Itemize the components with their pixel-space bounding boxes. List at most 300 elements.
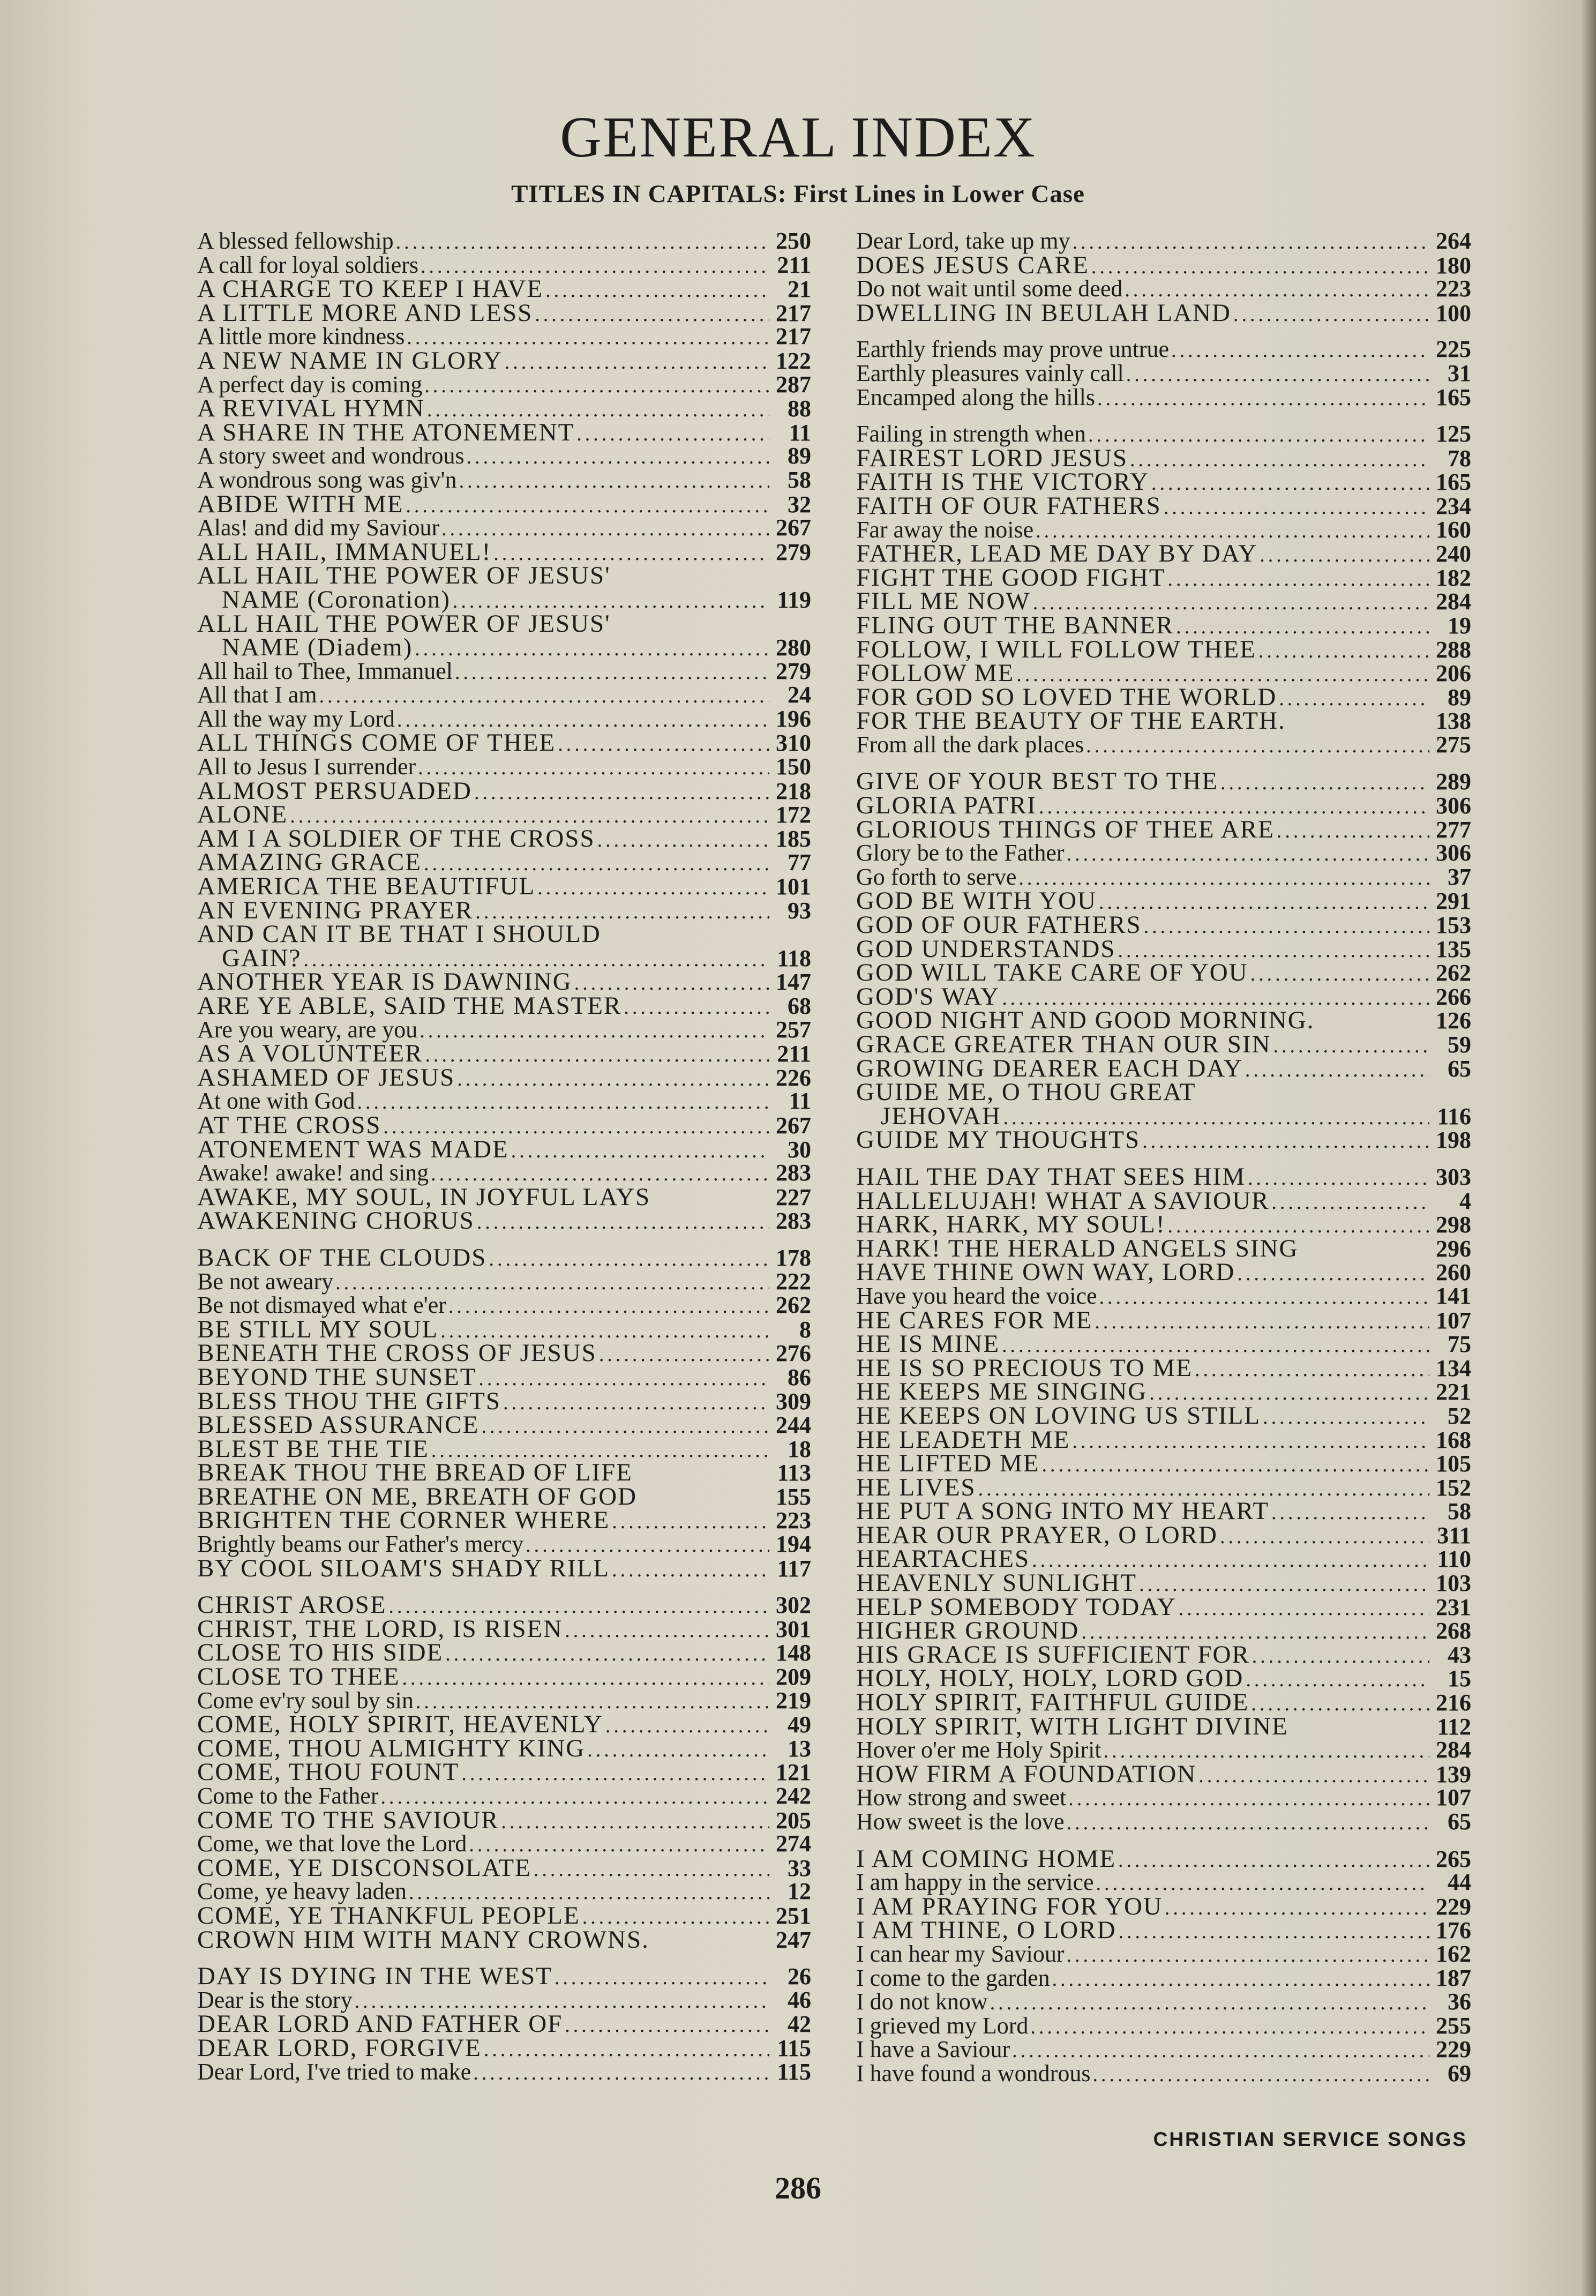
entry-page-number: 15 <box>1448 1665 1471 1692</box>
entry-title: GUIDE MY THOUGHTS <box>856 1126 1141 1154</box>
entry-page-number: 30 <box>788 1136 811 1163</box>
entry-page-number: 12 <box>788 1878 811 1905</box>
index-entry <box>856 1234 1471 1262</box>
index-entry <box>856 518 1471 542</box>
entry-title: BLESS THOU THE GIFTS <box>197 1387 501 1415</box>
entry-page-number: 309 <box>776 1388 811 1415</box>
dot-leader <box>599 1343 769 1367</box>
page-title: GENERAL INDEX <box>560 106 1036 169</box>
index-entry <box>856 1966 1471 1991</box>
index-entry <box>856 1871 1471 1895</box>
entry-title: HARK, HARK, MY SOUL! <box>856 1210 1166 1239</box>
index-entry <box>856 1619 1471 1643</box>
dot-leader <box>612 1510 769 1534</box>
entry-title: HE LIVES <box>856 1473 976 1501</box>
entry-page-number: 217 <box>776 300 811 326</box>
dot-leader <box>1091 255 1429 279</box>
entry-page-number: 279 <box>776 657 811 684</box>
entry-title: Are you weary, are you <box>197 1016 418 1043</box>
dot-leader <box>484 2038 769 2062</box>
entry-page-number: 11 <box>789 419 811 446</box>
dot-leader <box>461 1762 769 1786</box>
dot-leader <box>357 1090 769 1115</box>
entry-title: AWAKENING CHORUS <box>197 1207 475 1235</box>
index-entry <box>197 2012 811 2036</box>
entry-page-number: 110 <box>1437 1546 1471 1573</box>
entry-page-number: 118 <box>777 945 811 971</box>
dot-leader <box>1165 1896 1429 1920</box>
index-entry <box>856 815 1471 843</box>
index-entry <box>197 1185 811 1209</box>
dot-leader <box>489 1247 769 1272</box>
entry-page-number: 103 <box>1436 1570 1471 1597</box>
entry-page-number: 37 <box>1448 863 1471 890</box>
entry-title: BREATHE ON ME, BREATH OF GOD <box>197 1482 638 1510</box>
entry-title: GOOD NIGHT AND GOOD MORNING. <box>856 1006 1315 1035</box>
index-entry <box>197 1315 811 1343</box>
entry-page-number: 218 <box>776 777 811 804</box>
entry-page-number: 194 <box>776 1531 811 1558</box>
dot-leader <box>537 876 769 900</box>
dot-leader <box>1067 842 1429 866</box>
entry-page-number: 223 <box>1436 275 1471 302</box>
entry-page-number: 107 <box>1436 1307 1471 1334</box>
entry-page-number: 180 <box>1436 252 1471 279</box>
dot-leader <box>597 828 769 852</box>
page-edge-shadow <box>1581 0 1596 2296</box>
entry-title: A blessed fellowship <box>197 228 394 254</box>
entry-title: HE IS MINE <box>856 1330 1000 1358</box>
entry-title: AWAKE, MY SOUL, IN JOYFUL LAYS <box>197 1183 651 1211</box>
entry-page-number: 242 <box>776 1783 811 1809</box>
index-entry <box>197 1461 811 1485</box>
entry-page-number: 302 <box>776 1592 811 1619</box>
index-entry <box>856 1008 1471 1033</box>
entry-title: ARE YE ABLE, SAID THE MASTER <box>197 992 622 1020</box>
entry-page-number: 247 <box>776 1926 811 1953</box>
entry-page-number: 32 <box>788 491 811 518</box>
index-entry <box>856 1425 1471 1454</box>
entry-page-number: 262 <box>776 1292 811 1319</box>
entry-title: All to Jesus I surrender <box>197 753 416 780</box>
dot-leader <box>477 1210 769 1235</box>
dot-leader <box>1092 2063 1429 2087</box>
index-entry <box>856 1810 1471 1834</box>
entry-page-number: 284 <box>1436 1737 1471 1763</box>
entry-title: Earthly pleasures vainly call <box>856 360 1124 386</box>
dot-leader <box>1126 363 1429 387</box>
dot-leader <box>1072 1430 1429 1454</box>
entry-page-number: 185 <box>776 825 811 852</box>
entry-page-number: 178 <box>776 1244 811 1271</box>
entry-page-number: 77 <box>788 849 811 876</box>
index-entry <box>197 635 811 660</box>
entry-title: GIVE OF YOUR BEST TO THE <box>856 767 1219 796</box>
entry-title: DEAR LORD AND FATHER OF <box>197 2010 563 2038</box>
entry-page-number: 117 <box>777 1555 811 1582</box>
index-entry <box>197 731 811 755</box>
entry-page-number: 275 <box>1436 731 1471 758</box>
entry-page-number: 147 <box>776 969 811 996</box>
index-entry <box>197 418 811 446</box>
dot-leader <box>448 1295 769 1319</box>
entry-title: Be not aweary <box>197 1268 334 1295</box>
index-entry <box>197 896 811 924</box>
index-entry <box>197 1365 811 1389</box>
index-entry <box>197 707 811 731</box>
dot-leader <box>511 1139 769 1163</box>
index-column-left <box>197 229 811 2084</box>
index-entry <box>197 657 811 684</box>
dot-leader <box>1250 962 1429 986</box>
index-entry <box>197 537 811 566</box>
entry-page-number: 135 <box>1436 936 1471 962</box>
entry-title: I AM THINE, O LORD <box>856 1916 1117 1945</box>
index-entry <box>856 1762 1471 1786</box>
index-entry <box>197 1113 811 1138</box>
entry-page-number: 122 <box>776 347 811 374</box>
index-entry <box>856 635 1471 663</box>
dot-leader <box>587 1738 769 1762</box>
entry-title: Glory be to the Father <box>856 840 1065 866</box>
dot-leader <box>1118 1849 1429 1873</box>
entry-title: BEYOND THE SUNSET <box>197 1363 477 1391</box>
index-entry <box>856 1080 1471 1104</box>
dot-leader <box>1099 1285 1429 1310</box>
index-entry <box>856 865 1471 889</box>
index-entry <box>197 1089 811 1113</box>
index-entry <box>856 1401 1471 1430</box>
index-entry <box>197 2033 811 2062</box>
entry-title: HEAR OUR PRAYER, O LORD <box>856 1521 1218 1549</box>
entry-page-number: 182 <box>1436 564 1471 591</box>
dot-leader <box>555 1966 769 1990</box>
entry-page-number: 276 <box>776 1340 811 1367</box>
index-entry <box>197 970 811 994</box>
dot-leader <box>1220 1525 1429 1549</box>
index-entry <box>856 491 1471 520</box>
index-entry <box>856 934 1471 963</box>
index-entry <box>856 1054 1471 1082</box>
entry-title: I have found a wondrous <box>856 2060 1091 2086</box>
entry-page-number: 59 <box>1448 1031 1471 1058</box>
index-entry <box>856 563 1471 592</box>
entry-title: Failing in strength when <box>856 421 1086 447</box>
entry-page-number: 277 <box>1436 816 1471 843</box>
entry-page-number: 19 <box>1448 612 1471 639</box>
index-entry <box>856 1499 1471 1523</box>
dot-leader <box>1260 543 1429 567</box>
dot-leader <box>424 374 769 398</box>
entry-page-number: 93 <box>788 897 811 924</box>
entry-title: CHRIST, THE LORD, IS RISEN <box>197 1614 563 1643</box>
entry-page-number: 88 <box>788 395 811 422</box>
index-entry <box>856 1332 1471 1356</box>
entry-page-number: 150 <box>776 753 811 780</box>
entry-page-number: 283 <box>776 1160 811 1186</box>
entry-title: COME, THOU ALMIGHTY KING <box>197 1734 586 1762</box>
entry-title: HIGHER GROUND <box>856 1617 1080 1645</box>
index-entry <box>197 1832 811 1856</box>
entry-page-number: 69 <box>1448 2060 1471 2086</box>
entry-title: BY COOL SILOAM'S SHADY RILL <box>197 1554 610 1582</box>
dot-leader <box>1279 687 1429 711</box>
entry-title: All the way my Lord <box>197 705 395 732</box>
entry-title: HOW FIRM A FOUNDATION <box>856 1760 1197 1788</box>
entry-page-number: 31 <box>1448 360 1471 386</box>
index-entry <box>856 1916 1471 1945</box>
entry-page-number: 11 <box>789 1088 811 1115</box>
entry-title: From all the dark places <box>856 731 1084 758</box>
entry-title: COME TO THE SAVIOUR <box>197 1806 499 1834</box>
entry-title: Dear is the story <box>197 1986 353 2013</box>
index-entry <box>197 492 811 517</box>
dot-leader <box>474 781 769 805</box>
index-entry <box>197 516 811 540</box>
index-entry <box>197 874 811 899</box>
index-entry <box>856 2014 1471 2038</box>
index-entry <box>856 1892 1471 1920</box>
entry-title: I grieved my Lord <box>856 2012 1029 2039</box>
dot-leader <box>415 637 769 661</box>
entry-title: A call for loyal soldiers <box>197 251 419 278</box>
index-entry <box>197 824 811 852</box>
entry-page-number: 303 <box>1436 1163 1471 1190</box>
entry-page-number: 240 <box>1436 541 1471 567</box>
dot-leader <box>445 1642 769 1666</box>
entry-title: HE KEEPS ON LOVING US STILL <box>856 1401 1261 1430</box>
dot-leader <box>481 1415 769 1439</box>
dot-leader <box>1271 1501 1429 1525</box>
entry-page-number: 18 <box>788 1435 811 1462</box>
index-entry <box>197 1293 811 1318</box>
index-entry <box>197 1243 811 1272</box>
dot-leader <box>565 2014 769 2038</box>
index-entry <box>856 386 1471 410</box>
entry-title: FOR THE BEAUTY OF THE EARTH. <box>856 707 1286 735</box>
entry-page-number: 217 <box>776 323 811 350</box>
entry-title: ALL HAIL THE POWER OF JESUS' <box>197 562 611 590</box>
entry-title: ABIDE WITH ME <box>197 490 404 518</box>
dot-leader <box>1099 891 1429 915</box>
entry-title: Dear Lord, take up my <box>856 228 1070 254</box>
index-entry <box>856 1942 1471 1966</box>
entry-title: A wondrous song was giv'n <box>197 466 457 493</box>
index-entry <box>197 298 811 327</box>
entry-page-number: 206 <box>1436 660 1471 687</box>
entry-title: Hover o'er me Holy Spirit <box>856 1737 1102 1763</box>
entry-page-number: 209 <box>776 1664 811 1691</box>
entry-title: BLESSED ASSURANCE <box>197 1411 479 1439</box>
entry-title: A story sweet and wondrous <box>197 443 464 469</box>
entry-page-number: 172 <box>776 802 811 828</box>
entry-page-number: 250 <box>776 228 811 254</box>
entry-page-number: 58 <box>1448 1498 1471 1525</box>
entry-title: Come ev'ry soul by sin <box>197 1687 414 1714</box>
entry-page-number: 225 <box>1436 336 1471 363</box>
index-entry <box>197 848 811 877</box>
entry-page-number: 268 <box>1436 1618 1471 1644</box>
entry-page-number: 196 <box>776 705 811 732</box>
entry-page-number: 283 <box>776 1208 811 1235</box>
dot-leader <box>990 1991 1429 2015</box>
index-entry <box>856 422 1471 446</box>
index-entry <box>197 325 811 349</box>
index-entry <box>856 982 1471 1011</box>
dot-leader <box>1248 1166 1429 1191</box>
index-entry <box>856 1473 1471 1501</box>
entry-title: FAITH OF OUR FATHERS <box>856 491 1162 520</box>
entry-title: GOD'S WAY <box>856 982 1000 1011</box>
entry-page-number: 176 <box>1436 1917 1471 1944</box>
entry-page-number: 58 <box>788 466 811 493</box>
dot-leader <box>612 1558 769 1582</box>
entry-page-number: 274 <box>776 1830 811 1857</box>
index-entry <box>856 661 1471 685</box>
entry-title: NAME (Diadem) <box>222 633 413 662</box>
dot-leader <box>1144 915 1429 939</box>
dot-leader <box>1139 1573 1429 1597</box>
entry-title: COME, YE DISCONSOLATE <box>197 1853 531 1882</box>
entry-title: I AM PRAYING FOR YOU <box>856 1892 1163 1920</box>
entry-page-number: 165 <box>1436 384 1471 410</box>
entry-page-number: 291 <box>1436 888 1471 915</box>
entry-page-number: 255 <box>1436 2012 1471 2039</box>
entry-title: HARK! THE HERALD ANGELS SING <box>856 1234 1299 1262</box>
entry-title: Go forth to serve <box>856 863 1017 890</box>
entry-page-number: 289 <box>1436 768 1471 795</box>
page-subtitle: TITLES IN CAPITALS: First Lines in Lower Case <box>511 180 1085 208</box>
book-name: CHRISTIAN SERVICE SONGS <box>1153 2128 1467 2150</box>
entry-title: HELP SOMEBODY TODAY <box>856 1592 1177 1621</box>
entry-title: Awake! awake! and sing <box>197 1160 429 1186</box>
entry-title: Earthly friends may prove untrue <box>856 336 1170 363</box>
entry-title: ANOTHER YEAR IS DAWNING <box>197 968 572 996</box>
index-entry <box>856 2062 1471 2086</box>
index-entry <box>856 1128 1471 1152</box>
entry-page-number: 287 <box>776 371 811 398</box>
entry-title: I AM COMING HOME <box>856 1844 1117 1873</box>
index-entry <box>197 1063 811 1091</box>
entry-title: GROWING DEARER EACH DAY <box>856 1054 1243 1082</box>
index-entry <box>197 1341 811 1365</box>
entry-page-number: 126 <box>1436 1007 1471 1034</box>
index-entry <box>197 1209 811 1233</box>
entry-title: I have a Saviour <box>856 2036 1010 2063</box>
dot-leader <box>1252 1644 1429 1669</box>
dot-leader <box>1067 1943 1429 1968</box>
entry-title: A CHARGE TO KEEP I HAVE <box>197 275 544 303</box>
entry-title: HE PUT A SONG INTO MY HEART <box>856 1497 1270 1525</box>
entry-page-number: 279 <box>776 539 811 565</box>
entry-title: I can hear my Saviour <box>856 1940 1065 1967</box>
dot-leader <box>503 1391 769 1415</box>
entry-title: Dear Lord, I've tried to make <box>197 2058 471 2085</box>
index-entry <box>856 1162 1471 1191</box>
index-entry <box>856 1738 1471 1762</box>
entry-page-number: 267 <box>776 1112 811 1139</box>
entry-title: CLOSE TO THEE <box>197 1663 400 1691</box>
entry-title: AND CAN IT BE THAT I SHOULD <box>197 920 601 948</box>
dot-leader <box>406 494 769 518</box>
dot-leader <box>558 732 769 757</box>
entry-title: NAME (Coronation) <box>222 585 451 614</box>
index-entry <box>856 913 1471 937</box>
dot-leader <box>605 1714 769 1738</box>
index-entry <box>197 1413 811 1437</box>
entry-page-number: 46 <box>788 1986 811 2013</box>
index-entry <box>856 1844 1471 1873</box>
dot-leader <box>565 1619 769 1643</box>
entry-title: AN EVENING PRAYER <box>197 896 474 924</box>
dot-leader <box>1142 1130 1429 1154</box>
entry-page-number: 187 <box>1436 1964 1471 1991</box>
entry-page-number: 231 <box>1436 1594 1471 1620</box>
entry-page-number: 89 <box>788 443 811 469</box>
index-entry <box>197 994 811 1018</box>
entry-page-number: 4 <box>1459 1187 1471 1214</box>
entry-page-number: 267 <box>776 514 811 541</box>
entry-page-number: 125 <box>1436 421 1471 447</box>
entry-title: A little more kindness <box>197 323 405 350</box>
index-entry <box>197 755 811 779</box>
entry-title: FOLLOW ME <box>856 659 1015 687</box>
entry-title: Come to the Father <box>197 1783 379 1809</box>
entry-title: CHRIST AROSE <box>197 1591 387 1619</box>
index-entry <box>856 791 1471 820</box>
entry-title: FOLLOW, I WILL FOLLOW THEE <box>856 635 1256 663</box>
index-entry <box>197 946 811 970</box>
entry-title: HE IS SO PRECIOUS TO ME <box>856 1353 1193 1382</box>
entry-page-number: 211 <box>777 251 811 278</box>
entry-title: ATONEMENT WAS MADE <box>197 1135 509 1163</box>
dot-leader <box>1167 567 1429 592</box>
index-entry <box>856 611 1471 639</box>
entry-page-number: 165 <box>1436 469 1471 496</box>
index-entry <box>856 1030 1471 1058</box>
entry-title: A SHARE IN THE ATONEMENT <box>197 418 575 446</box>
index-entry <box>197 277 811 301</box>
dot-leader <box>1195 1358 1429 1382</box>
entry-page-number: 44 <box>1448 1869 1471 1896</box>
entry-title: Far away the noise <box>856 516 1034 543</box>
index-entry <box>856 1712 1471 1740</box>
dot-leader <box>1246 1668 1429 1692</box>
index-entry <box>856 338 1471 362</box>
index-entry <box>197 585 811 614</box>
entry-title: Do not wait until some deed <box>856 275 1123 302</box>
entry-page-number: 115 <box>777 2035 811 2061</box>
entry-page-number: 162 <box>1436 1940 1471 1967</box>
index-entry <box>197 1039 811 1068</box>
entry-page-number: 168 <box>1436 1426 1471 1453</box>
dot-leader <box>1119 1920 1429 1944</box>
entry-page-number: 33 <box>788 1854 811 1881</box>
index-entry <box>856 1666 1471 1691</box>
dot-leader <box>1151 472 1429 496</box>
entry-page-number: 8 <box>799 1316 811 1343</box>
entry-title: HEARTACHES <box>856 1545 1030 1573</box>
dot-leader <box>1233 303 1429 327</box>
entry-page-number: 134 <box>1436 1355 1471 1381</box>
index-entry <box>856 841 1471 865</box>
entry-page-number: 262 <box>1436 960 1471 986</box>
index-entry <box>197 776 811 805</box>
entry-title: GRACE GREATER THAN OUR SIN <box>856 1030 1271 1058</box>
entry-page-number: 311 <box>1437 1522 1471 1549</box>
entry-page-number: 26 <box>788 1963 811 1990</box>
entry-title: HIS GRACE IS SUFFICIENT FOR <box>856 1640 1250 1669</box>
